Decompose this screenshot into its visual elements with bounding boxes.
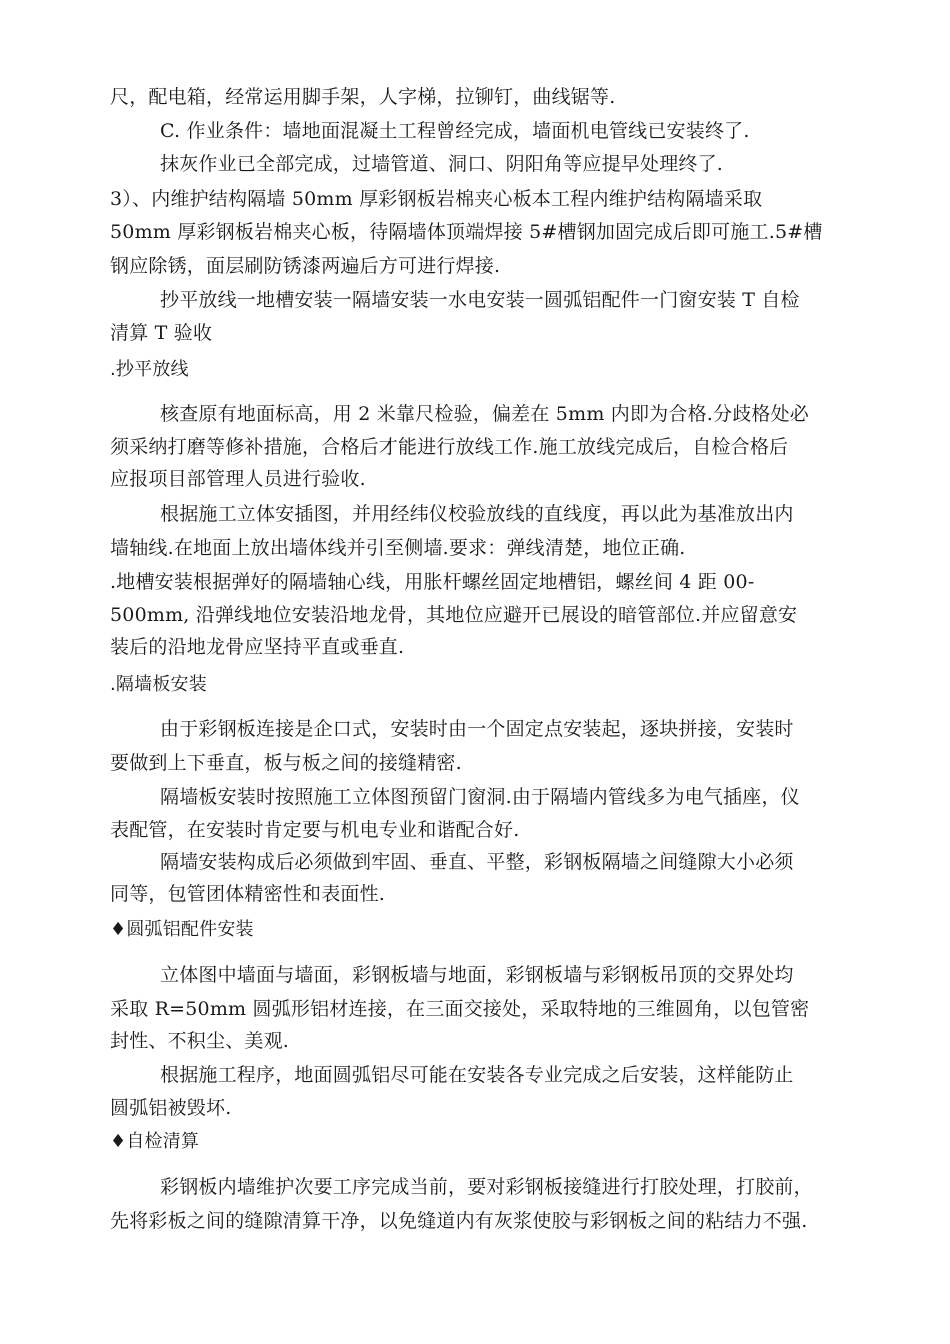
text-line: 同等，包管团体精密性和表面性. [110, 883, 386, 905]
section-heading: .抄平放线 [110, 359, 189, 380]
text-line: 立体图中墙面与墙面，彩钢板墙与地面，彩钢板墙与彩钢板吊顶的交界处均 [160, 964, 794, 986]
text-line: 采取 R=50mm 圆弧形铝材连接，在三面交接处，采取特地的三维圆角，以包管密 [110, 998, 810, 1020]
text-line: 尺，配电箱，经常运用脚手架，人字梯，拉铆钉，曲线锯等. [110, 86, 616, 108]
text-line: 应报项目部管理人员进行验收. [110, 468, 366, 490]
text-line: 抹灰作业已全部完成，过墙管道、洞口、阴阳角等应提早处理终了. [160, 153, 724, 175]
text-line: 50mm 厚彩钢板岩棉夹心板，待隔墙体顶端焊接 5#槽钢加固完成后即可施工.5#槽 [110, 221, 823, 243]
text-line: 墙轴线.在地面上放出墙体线并引至侧墙.要求：弹线清楚，地位正确. [110, 537, 686, 559]
text-line: 抄平放线一地槽安装一隔墙安装一水电安装一圆弧铝配件一门窗安装 T 自检 [160, 289, 800, 311]
text-line: 封性、不积尘、美观. [110, 1030, 290, 1052]
text-line: 须采纳打磨等修补措施，合格后才能进行放线工作.施工放线完成后，自检合格后 [110, 436, 789, 458]
text-line: 500mm, 沿弹线地位安装沿地龙骨，其地位应避开已展设的暗管部位.并应留意安 [110, 604, 798, 626]
section-heading: ♦圆弧铝配件安装 [110, 919, 254, 940]
text-line: 隔墙安装构成后必须做到牢固、垂直、平整，彩钢板隔墙之间缝隙大小必须 [160, 851, 794, 873]
text-line: 由于彩钢板连接是企口式，安装时由一个固定点安装起，逐块拼接，安装时 [160, 718, 794, 740]
text-line: 3）、内维护结构隔墙 50mm 厚彩钢板岩棉夹心板本工程内维护结构隔墙采取 [110, 188, 763, 210]
text-line: 隔墙板安装时按照施工立体图预留门窗洞.由于隔墙内管线多为电气插座，仪 [160, 786, 800, 808]
text-line: 圆弧铝被毁坏. [110, 1097, 232, 1119]
text-line: 根据施工立体安插图，并用经纬仪校验放线的直线度，再以此为基准放出内 [160, 503, 794, 525]
text-line: 要做到上下垂直，板与板之间的接缝精密. [110, 752, 462, 774]
text-line: 彩钢板内墙维护次要工序完成当前，要对彩钢板接缝进行打胶处理，打胶前， [160, 1176, 813, 1198]
text-line: 表配管，在安装时肯定要与机电专业和谐配合好. [110, 819, 520, 841]
text-line: 清算 T 验收 [110, 322, 213, 344]
text-line: 先将彩板之间的缝隙清算干净，以免缝道内有灰浆使胶与彩钢板之间的粘结力不强. [110, 1210, 808, 1232]
text-line: C. 作业条件：墙地面混凝土工程曾经完成，墙面机电管线已安装终了. [160, 120, 750, 142]
text-line: .地槽安装根据弹好的隔墙轴心线，用胀杆螺丝固定地槽铝，螺丝间 4 距 00- [110, 571, 755, 593]
text-line: 钢应除锈，面层刷防锈漆两遍后方可进行焊接. [110, 255, 501, 277]
text-line: 根据施工程序，地面圆弧铝尽可能在安装各专业完成之后安装，这样能防止 [160, 1064, 794, 1086]
text-line: 装后的沿地龙骨应坚持平直或垂直. [110, 636, 405, 658]
section-heading: ♦自检清算 [110, 1131, 200, 1152]
text-line: 核查原有地面标高，用 2 米靠尺检验，偏差在 5mm 内即为合格.分歧格处必 [160, 403, 810, 425]
section-heading: .隔墙板安装 [110, 674, 207, 695]
